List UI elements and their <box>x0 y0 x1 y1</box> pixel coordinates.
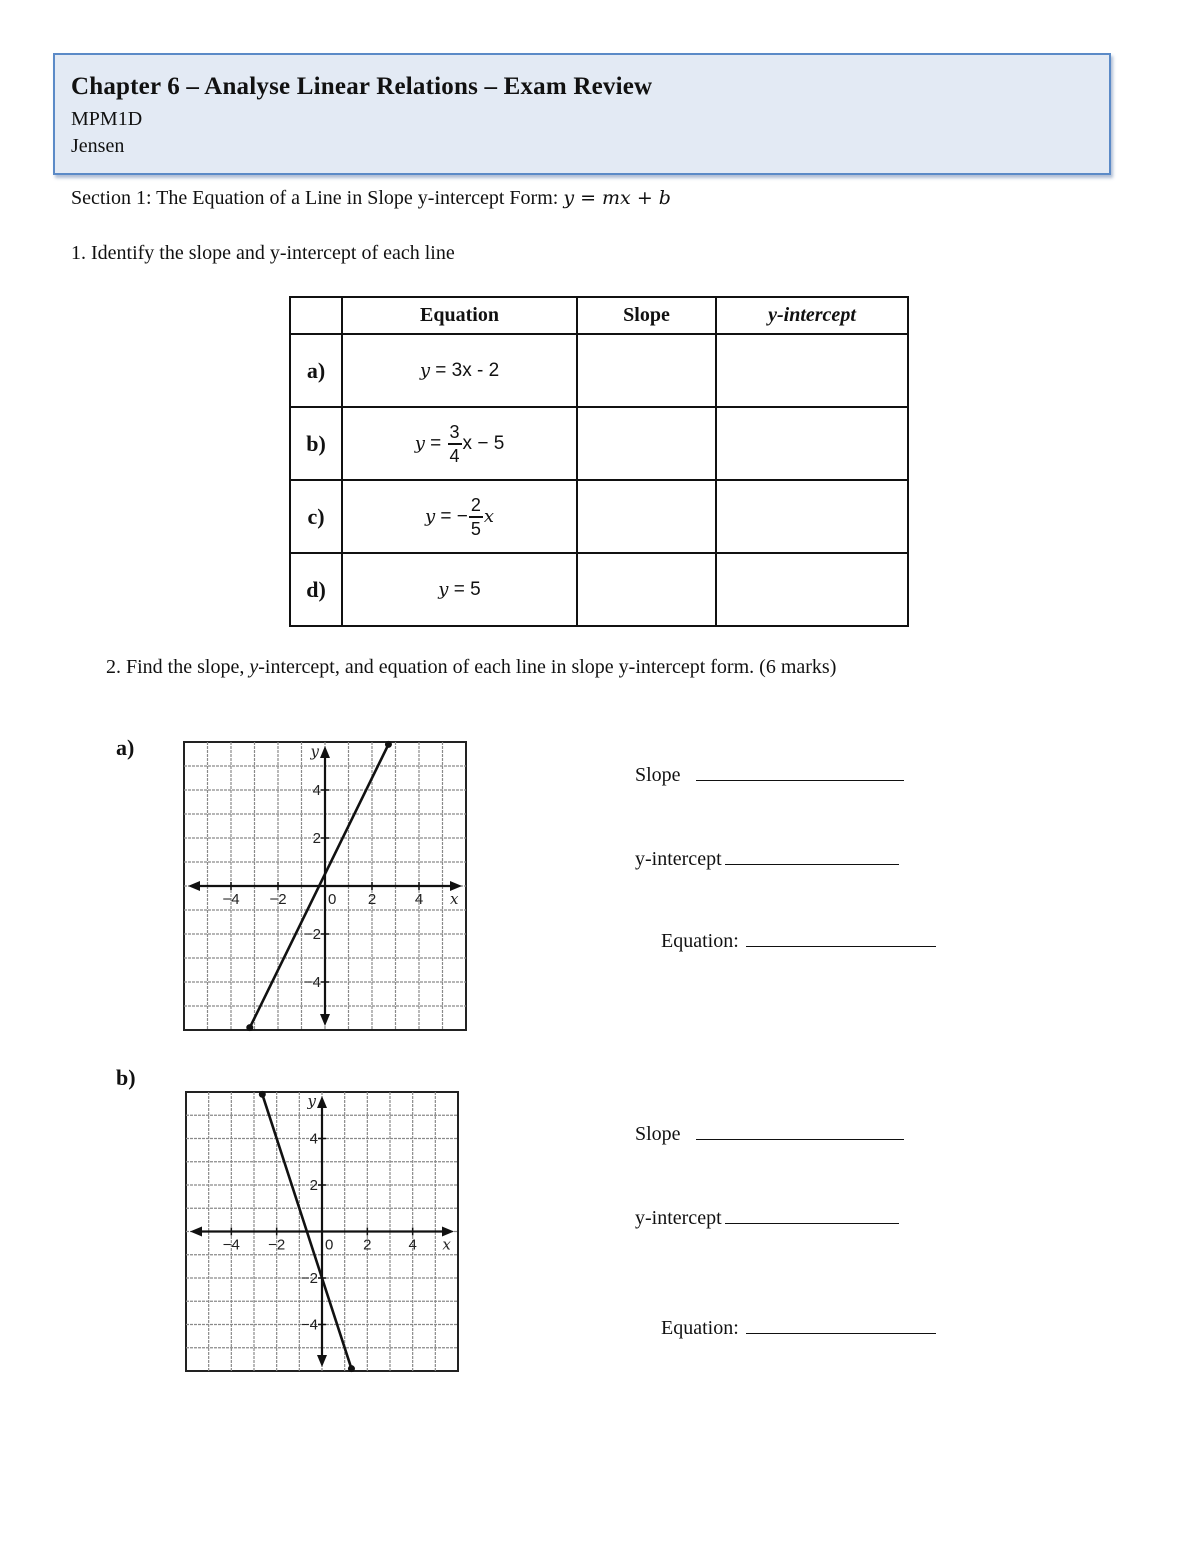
fraction-denominator: 4 <box>449 445 460 466</box>
table-row <box>290 480 908 553</box>
teacher-name: Jensen <box>71 135 125 157</box>
slope-header: Slope <box>577 297 716 334</box>
fraction-numerator: 2 <box>469 494 483 518</box>
equation-sign: = <box>424 432 447 454</box>
table-corner-cell <box>290 297 342 334</box>
row-label: d) <box>290 553 342 626</box>
x-axis-label: x <box>442 1235 451 1254</box>
y-tick-label: −4 <box>300 1316 318 1334</box>
header-box <box>53 53 1111 175</box>
part-a-label: a) <box>116 735 135 760</box>
x-tick-label: −2 <box>268 1236 286 1254</box>
table-row <box>290 553 908 626</box>
part-b-label: b) <box>116 1065 136 1090</box>
x-tick-label: 4 <box>414 891 424 908</box>
intercept-answer-cell[interactable] <box>716 407 908 480</box>
slope-label: Slope <box>635 1123 681 1145</box>
x-tick-label: 2 <box>363 1236 372 1254</box>
y-tick-label: 2 <box>312 830 321 847</box>
part-a-equation <box>661 928 936 953</box>
table-row <box>290 407 908 480</box>
slope-answer-cell[interactable] <box>577 334 716 407</box>
slope-answer-cell[interactable] <box>577 553 716 626</box>
equation-sign: = − <box>435 505 468 527</box>
intercept-header: y-intercept <box>716 297 908 334</box>
fraction <box>448 421 462 467</box>
line-endpoint <box>348 1365 355 1372</box>
intercept-label: y-intercept <box>635 1207 722 1229</box>
x-tick-label: −2 <box>269 891 287 908</box>
fraction-numerator: 3 <box>448 421 462 445</box>
section-title <box>71 187 671 210</box>
slope-answer-blank[interactable] <box>696 762 904 781</box>
x-tick-label: −4 <box>222 891 240 908</box>
intercept-label: y-intercept <box>635 848 722 870</box>
equation-rest: = 5 <box>448 578 481 600</box>
y-axis-label: y <box>307 1091 316 1110</box>
question-2-prompt <box>106 656 836 679</box>
section-title-text: Section 1: The Equation of a Line in Slope y-intercept Form: <box>71 187 564 209</box>
y-tick-label: 4 <box>309 1130 318 1148</box>
table-header-row <box>290 297 908 334</box>
question-2-var: y <box>249 656 259 678</box>
document-title: Chapter 6 – Analyse Linear Relations – Exam Review <box>71 73 653 100</box>
slope-label: Slope <box>635 764 681 786</box>
part-b-intercept <box>635 1205 899 1230</box>
fraction <box>469 494 483 540</box>
x-tick-label: 0 <box>328 891 337 908</box>
question-2-text-post: -intercept, and equation of each line in slope y-intercept form. (6 marks) <box>258 656 837 678</box>
equation-var: y <box>424 505 436 527</box>
y-axis-label: y <box>310 742 319 761</box>
fraction-denominator: 5 <box>470 518 481 539</box>
intercept-answer-cell[interactable] <box>716 480 908 553</box>
course-code: MPM1D <box>71 108 143 130</box>
part-a-slope <box>635 762 904 787</box>
part-b-equation <box>661 1315 936 1340</box>
intercept-answer-cell[interactable] <box>716 553 908 626</box>
y-tick-label: 2 <box>309 1177 318 1194</box>
equation-cell <box>342 334 577 407</box>
question-1-prompt: 1. Identify the slope and y-intercept of each line <box>71 242 455 264</box>
intercept-answer-blank[interactable] <box>725 846 899 865</box>
x-tick-label: 4 <box>408 1236 417 1254</box>
x-tick-label: 2 <box>367 891 377 908</box>
x-tick-label: −4 <box>222 1236 240 1254</box>
equation-cell <box>342 407 577 480</box>
equation-rest: x − 5 <box>462 432 505 454</box>
table-row <box>290 334 908 407</box>
y-tick-label: 4 <box>312 782 321 799</box>
intercept-answer-cell[interactable] <box>716 334 908 407</box>
row-label: b) <box>290 407 342 480</box>
x-tick-label: 0 <box>325 1236 334 1254</box>
y-tick-label: −2 <box>303 926 321 943</box>
line-endpoint <box>259 1091 266 1098</box>
equation-label: Equation: <box>661 1317 739 1339</box>
equation-label: Equation: <box>661 930 739 952</box>
section-formula: y = mx + b <box>563 187 671 209</box>
slope-answer-cell[interactable] <box>577 480 716 553</box>
slope-answer-blank[interactable] <box>696 1121 904 1140</box>
x-axis-label: x <box>450 890 459 908</box>
graph-a <box>180 738 470 1034</box>
equation-rest: = 3x - 2 <box>430 359 500 381</box>
part-b-slope <box>635 1121 904 1146</box>
row-label: a) <box>290 334 342 407</box>
part-a-intercept <box>635 846 899 871</box>
equation-header: Equation <box>342 297 577 334</box>
question-2-text-pre: 2. Find the slope, <box>106 656 250 678</box>
equation-cell <box>342 553 577 626</box>
equation-answer-blank[interactable] <box>746 1315 936 1334</box>
slope-intercept-table <box>289 296 909 627</box>
equation-cell <box>342 480 577 553</box>
slope-answer-cell[interactable] <box>577 407 716 480</box>
y-tick-label: −4 <box>303 974 321 991</box>
row-label: c) <box>290 480 342 553</box>
y-tick-label: −2 <box>300 1270 318 1287</box>
line-endpoint <box>385 741 392 748</box>
equation-answer-blank[interactable] <box>746 928 936 947</box>
equation-rest: x <box>483 505 495 527</box>
equation-var: y <box>419 359 430 381</box>
graph-b <box>182 1088 462 1375</box>
equation-var: y <box>414 432 425 454</box>
equation-var: y <box>438 578 449 600</box>
line-endpoint <box>246 1024 253 1031</box>
intercept-answer-blank[interactable] <box>725 1205 899 1224</box>
